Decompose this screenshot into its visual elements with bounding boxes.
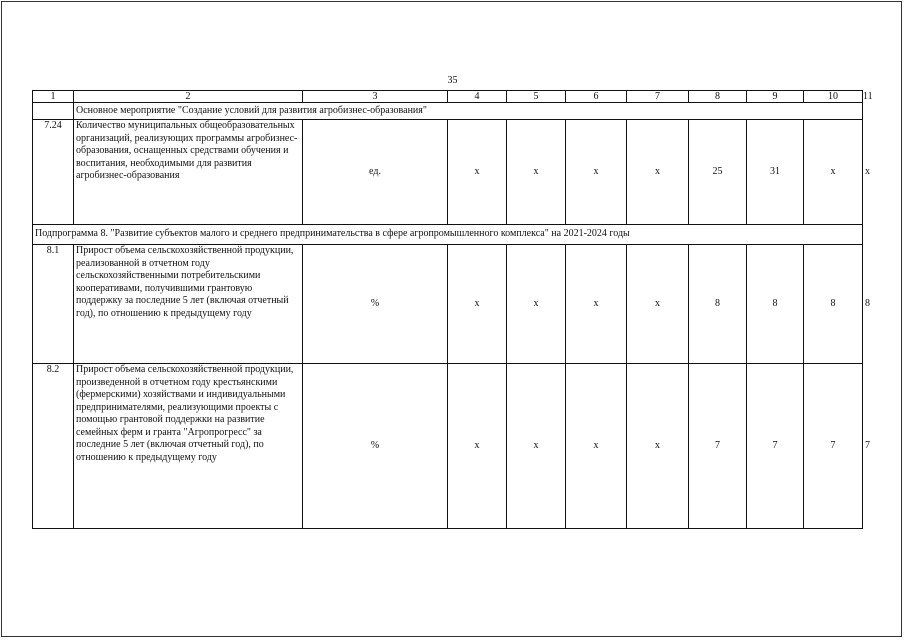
value-cell: х [507, 245, 566, 364]
value-cell: х [627, 364, 689, 529]
value-cell: х [507, 120, 566, 225]
indicator-name: Количество муниципальных общеобразовательных организаций, реализующих программы агробизнес-образования, оснащенных средствами обучения и воспитания, необходимыми для развития агробизнес-образования [74, 120, 303, 225]
value-cell: 25 [689, 120, 747, 225]
header-cell: 7 [627, 91, 689, 103]
header-cell: 5 [507, 91, 566, 103]
row-number: 8.2 [33, 364, 74, 529]
empty-cell [33, 103, 74, 120]
value-cell: х [448, 245, 507, 364]
section-row-main-event [33, 103, 863, 120]
section-row-subprogram-8 [33, 225, 863, 245]
header-cell: 2 [74, 91, 303, 103]
value-cell: х [627, 120, 689, 225]
value-cell: х [566, 364, 627, 529]
value-cell: 7 [747, 364, 804, 529]
value-cell: 31 [747, 120, 804, 225]
table-row: 8.2 Прирост объема сельскохозяйственной продукции, произведенной в отчетном году крестьянскими (фермерскими) хозяйствами и индивидуальными предпринимателями, реализующими проекты с помощью грантовой поддержки на развитие семейных ферм и гранта "Агропрогресс" за последние 5 лет (включая отчетный год), по отношению к предыдущему году % х х х х 7 7 7 7 [33, 364, 863, 529]
value-cell: х [448, 120, 507, 225]
value-cell: х [627, 245, 689, 364]
header-cell: 8 [689, 91, 747, 103]
value-cell: х [448, 364, 507, 529]
header-cell: 3 [303, 91, 448, 103]
unit-cell: % [303, 245, 448, 364]
value-cell: 8 [689, 245, 747, 364]
value-cell: х [566, 245, 627, 364]
unit-cell: % [303, 364, 448, 529]
row-number: 8.1 [33, 245, 74, 364]
header-cell: 4 [448, 91, 507, 103]
value-cell: х [804, 120, 863, 225]
header-cell: 10 [804, 91, 863, 103]
header-cell: 9 [747, 91, 804, 103]
table-row: 8.1 Прирост объема сельскохозяйственной продукции, реализованной в отчетном году сельскохозяйственными потребительскими кооперативами, получившими грантовую поддержку за последние 5 лет (включая отчетный год), по отношению к предыдущему году % х х х х 8 8 8 8 [33, 245, 863, 364]
page-number: 35 [447, 75, 458, 86]
table-header-row: 1 2 3 4 5 6 7 8 9 10 11 [33, 91, 863, 103]
value-cell: 8 [747, 245, 804, 364]
value-cell: х [566, 120, 627, 225]
table-row: 7.24 Количество муниципальных общеобразовательных организаций, реализующих программы агробизнес-образования, оснащенных средствами обучения и воспитания, необходимыми для развития агробизнес-образования ед. х х х х 25 31 х х [33, 120, 863, 225]
header-cell: 1 [33, 91, 74, 103]
header-cell: 6 [566, 91, 627, 103]
unit-cell: ед. [303, 120, 448, 225]
indicator-name: Прирост объема сельскохозяйственной продукции, реализованной в отчетном году сельскохозяйственными потребительскими кооперативами, получившими грантовую поддержку за последние 5 лет (включая отчетный год), по отношению к предыдущему году [74, 245, 303, 364]
section-title: Основное мероприятие "Создание условий для развития агробизнес-образования" [74, 103, 863, 120]
value-cell: х [507, 364, 566, 529]
row-number: 7.24 [33, 120, 74, 225]
indicator-name: Прирост объема сельскохозяйственной продукции, произведенной в отчетном году крестьянскими (фермерскими) хозяйствами и индивидуальными предпринимателями, реализующими проекты с помощью грантовой поддержки на развитие семейных ферм и гранта "Агропрогресс" за последние 5 лет (включая отчетный год), по отношению к предыдущему году [74, 364, 303, 529]
value-cell: 8 [804, 245, 863, 364]
subprogram-title: Подпрограмма 8. "Развитие субъектов малого и среднего предпринимательства в сфере агропромышленного комплекса" на 2021-2024 годы [33, 225, 863, 245]
indicators-table [32, 90, 873, 529]
value-cell: 7 [689, 364, 747, 529]
value-cell: 7 [804, 364, 863, 529]
